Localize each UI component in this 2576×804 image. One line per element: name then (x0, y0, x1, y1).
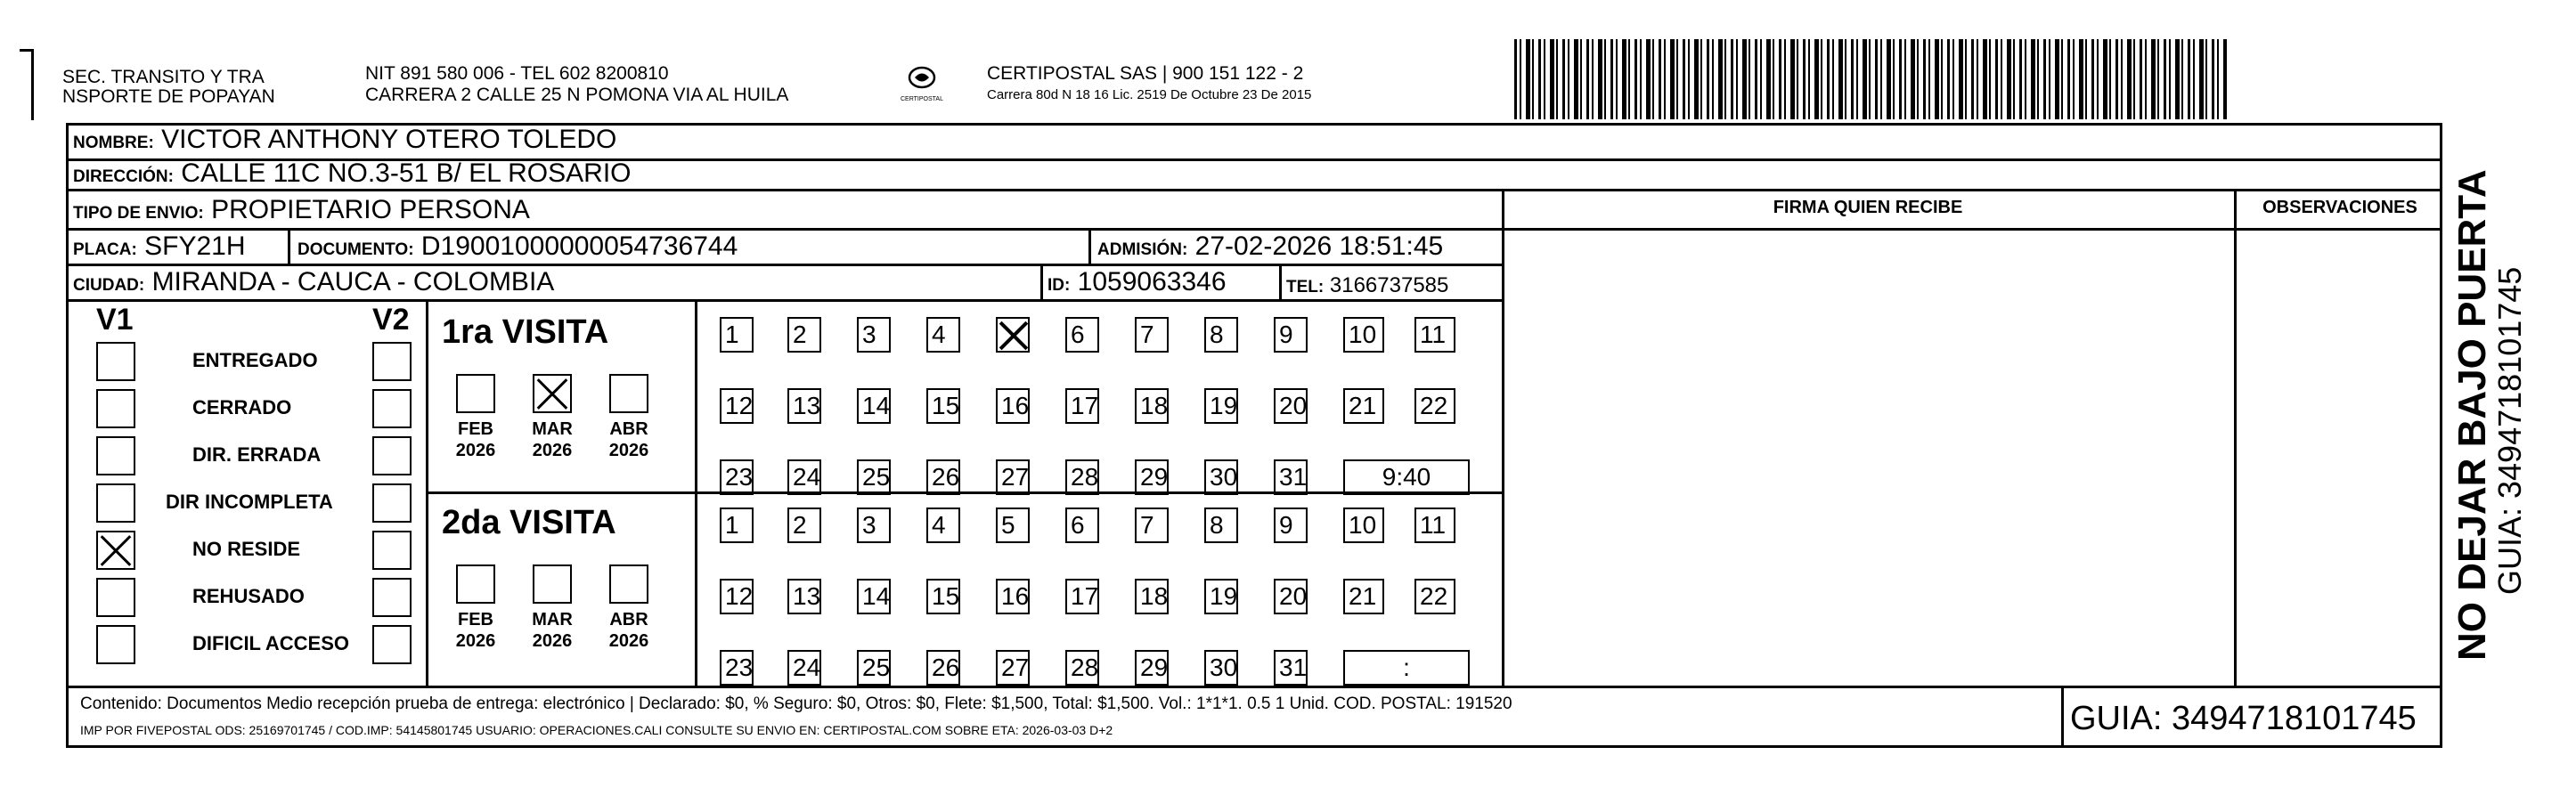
tipo-value: PROPIETARIO PERSONA (211, 195, 530, 224)
v2-checkbox[interactable] (372, 342, 412, 381)
barcode (1514, 39, 2227, 119)
day-box-3[interactable]: 3 (857, 317, 891, 353)
day-box-17[interactable]: 17 (1065, 388, 1099, 424)
time-field[interactable]: : (1343, 650, 1470, 686)
v2-checkbox[interactable] (372, 389, 412, 428)
day-box-8[interactable]: 8 (1204, 508, 1238, 543)
v1-checkbox[interactable] (96, 625, 135, 664)
month-checkbox[interactable] (533, 374, 572, 413)
v1-checkbox[interactable] (96, 342, 135, 381)
direccion-row (73, 158, 632, 192)
sender-line-2: NSPORTE DE POPAYAN (62, 86, 275, 107)
nombre-value: VICTOR ANTHONY OTERO TOLEDO (161, 125, 617, 154)
day-box-22[interactable]: 22 (1414, 388, 1455, 424)
tel-value: 3166737585 (1329, 273, 1449, 297)
day-box-7[interactable]: 7 (1135, 317, 1169, 353)
day-box-14[interactable]: 14 (857, 388, 891, 424)
day-box-27[interactable]: 27 (996, 650, 1030, 686)
v1-checkbox[interactable] (96, 483, 135, 523)
v2-checkbox[interactable] (372, 483, 412, 523)
firma-area[interactable] (1505, 231, 2232, 684)
day-box-30[interactable]: 30 (1204, 459, 1238, 495)
contenido-line: Contenido: Documentos Medio recepción prueba de entrega: electrónico | Declarado: $0, % Seguro: $0, Otros: $0, Flete: $1,500, Total: $1,500. Vol.: 1*1*1. 0.5 1 Unid. COD. POSTAL: 191520 (80, 694, 1512, 713)
ciudad-label: CIUDAD: (73, 276, 145, 295)
day-box-6[interactable]: 6 (1065, 508, 1099, 543)
month-year[interactable]: 2026 (532, 631, 573, 651)
day-box-9[interactable]: 9 (1274, 317, 1308, 353)
firma-label: FIRMA QUIEN RECIBE (1773, 198, 1963, 217)
v1-checkbox[interactable] (96, 389, 135, 428)
day-box-20[interactable]: 20 (1274, 579, 1308, 614)
day-box-5[interactable] (996, 317, 1030, 353)
visit2-title: 2da VISITA (442, 504, 616, 541)
day-box-23[interactable]: 23 (720, 650, 754, 686)
day-box-15[interactable]: 15 (926, 579, 960, 614)
day-box-1[interactable]: 1 (720, 317, 754, 353)
v1-checkbox[interactable] (96, 436, 135, 475)
day-box-2[interactable]: 2 (787, 317, 821, 353)
day-box-12[interactable]: 12 (720, 579, 754, 614)
nit-line: NIT 891 580 006 - TEL 602 8200810 (365, 63, 669, 84)
month-year[interactable]: 2026 (455, 441, 496, 460)
v2-checkbox[interactable] (372, 531, 412, 570)
tel-field (1286, 271, 1448, 303)
day-box-15[interactable]: 15 (926, 388, 960, 424)
placa-field (73, 231, 246, 265)
month-label[interactable]: ABR (609, 419, 648, 439)
visit1-title: 1ra VISITA (442, 313, 609, 351)
month-checkbox[interactable] (609, 564, 648, 604)
day-box-8[interactable]: 8 (1204, 317, 1238, 353)
imp-line: IMP POR FIVEPOSTAL ODS: 25169701745 / COD.IMP: 54145801745 USUARIO: OPERACIONES.CALI CONSULTE SU ENVIO EN: CERTIPOSTAL.COM SOBRE ETA: 2026-03-03 D+2 (80, 723, 1113, 737)
margin-bracket (20, 49, 34, 120)
admision-value: 27-02-2026 18:51:45 (1194, 231, 1444, 261)
day-box-4[interactable]: 4 (926, 317, 960, 353)
documento-label: DOCUMENTO: (298, 240, 414, 259)
v2-label: V2 (372, 303, 410, 337)
month-year[interactable]: 2026 (455, 631, 496, 651)
nombre-row (73, 125, 616, 158)
day-box-26[interactable]: 26 (926, 459, 960, 495)
day-box-17[interactable]: 17 (1065, 579, 1099, 614)
day-box-26[interactable]: 26 (926, 650, 960, 686)
observaciones-area[interactable] (2238, 231, 2441, 684)
admision-field (1097, 231, 1443, 265)
day-box-2[interactable]: 2 (787, 508, 821, 543)
direccion-label: DIRECCIÓN: (73, 167, 174, 186)
status-label[interactable]: DIR INCOMPLETA (166, 491, 333, 513)
status-label[interactable]: REHUSADO (192, 585, 305, 607)
day-box-19[interactable]: 19 (1204, 388, 1238, 424)
month-year[interactable]: 2026 (608, 441, 649, 460)
company-line: CERTIPOSTAL SAS | 900 151 122 - 2 (987, 63, 1304, 84)
status-label[interactable]: ENTREGADO (192, 349, 318, 371)
month-checkbox[interactable] (533, 564, 572, 604)
day-box-1[interactable]: 1 (720, 508, 754, 543)
company-address: Carrera 80d N 18 16 Lic. 2519 De Octubre 23 De 2015 (987, 87, 1312, 102)
placa-label: PLACA: (73, 240, 137, 259)
v2-checkbox[interactable] (372, 578, 412, 617)
direccion-value: CALLE 11C NO.3-51 B/ EL ROSARIO (181, 158, 632, 188)
v1-checkbox[interactable] (96, 578, 135, 617)
day-box-5[interactable]: 5 (996, 508, 1030, 543)
address-line: CARRERA 2 CALLE 25 N POMONA VIA AL HUILA (365, 85, 789, 105)
day-box-21[interactable]: 21 (1343, 388, 1384, 424)
day-box-25[interactable]: 25 (857, 459, 891, 495)
month-label[interactable]: ABR (609, 610, 648, 629)
day-box-24[interactable]: 24 (787, 650, 821, 686)
month-checkbox[interactable] (609, 374, 648, 413)
day-box-20[interactable]: 20 (1274, 388, 1308, 424)
status-label[interactable]: DIR. ERRADA (192, 443, 322, 466)
month-year[interactable]: 2026 (608, 631, 649, 651)
month-checkbox[interactable] (456, 374, 495, 413)
month-label[interactable]: FEB (458, 610, 493, 629)
v1-checkbox[interactable] (96, 531, 135, 570)
day-box-24[interactable]: 24 (787, 459, 821, 495)
day-box-11[interactable]: 11 (1414, 317, 1455, 353)
day-box-9[interactable]: 9 (1274, 508, 1308, 543)
day-box-14[interactable]: 14 (857, 579, 891, 614)
day-box-28[interactable]: 28 (1065, 459, 1099, 495)
documento-field (298, 231, 738, 265)
day-box-21[interactable]: 21 (1343, 579, 1384, 614)
status-label[interactable]: DIFICIL ACCESO (192, 632, 350, 654)
day-box-13[interactable]: 13 (787, 579, 821, 614)
observaciones-label: OBSERVACIONES (2262, 198, 2417, 217)
ciudad-field (73, 267, 554, 301)
v1-label: V1 (96, 303, 134, 337)
logo-text: CERTIPOSTAL (901, 96, 943, 102)
tipo-label: TIPO DE ENVIO: (73, 204, 204, 223)
day-box-25[interactable]: 25 (857, 650, 891, 686)
day-box-11[interactable]: 11 (1414, 508, 1455, 543)
day-box-13[interactable]: 13 (787, 388, 821, 424)
month-checkbox[interactable] (456, 564, 495, 604)
certipostal-logo-icon (882, 64, 962, 107)
day-box-22[interactable]: 22 (1414, 579, 1455, 614)
day-box-7[interactable]: 7 (1135, 508, 1169, 543)
day-box-4[interactable]: 4 (926, 508, 960, 543)
ciudad-value: MIRANDA - CAUCA - COLOMBIA (151, 267, 555, 296)
month-label[interactable]: MAR (532, 610, 573, 629)
status-label[interactable]: NO RESIDE (192, 538, 301, 560)
month-year[interactable]: 2026 (532, 441, 573, 460)
day-box-3[interactable]: 3 (857, 508, 891, 543)
id-value: 1059063346 (1077, 267, 1227, 296)
day-box-31[interactable]: 31 (1274, 650, 1308, 686)
day-box-28[interactable]: 28 (1065, 650, 1099, 686)
day-box-6[interactable]: 6 (1065, 317, 1099, 353)
day-box-23[interactable]: 23 (720, 459, 754, 495)
day-box-10[interactable]: 10 (1343, 317, 1384, 353)
side-guia: GUIA: 3494718101745 (2491, 266, 2528, 595)
id-label: ID: (1048, 276, 1071, 295)
tipo-row (73, 195, 530, 229)
documento-value: D19001000000054736744 (420, 231, 738, 261)
day-box-29[interactable]: 29 (1135, 459, 1169, 495)
nombre-label: NOMBRE: (73, 134, 154, 152)
day-box-27[interactable]: 27 (996, 459, 1030, 495)
day-box-31[interactable]: 31 (1274, 459, 1308, 495)
day-box-10[interactable]: 10 (1343, 508, 1384, 543)
day-box-30[interactable]: 30 (1204, 650, 1238, 686)
footer-guia: GUIA: 3494718101745 (2070, 700, 2417, 737)
day-box-18[interactable]: 18 (1135, 579, 1169, 614)
v2-checkbox[interactable] (372, 625, 412, 664)
v2-checkbox[interactable] (372, 436, 412, 475)
sender-line-1: SEC. TRANSITO Y TRA (62, 67, 265, 87)
side-warning-title: NO DEJAR BAJO PUERTA (2450, 169, 2494, 661)
time-field[interactable]: 9:40 (1343, 459, 1470, 495)
tel-label: TEL: (1286, 278, 1325, 296)
month-label[interactable]: FEB (458, 419, 493, 439)
admision-label: ADMISIÓN: (1097, 240, 1188, 259)
day-box-16[interactable]: 16 (996, 579, 1030, 614)
day-box-18[interactable]: 18 (1135, 388, 1169, 424)
day-box-12[interactable]: 12 (720, 388, 754, 424)
id-field (1048, 267, 1227, 301)
day-box-19[interactable]: 19 (1204, 579, 1238, 614)
status-label[interactable]: CERRADO (192, 396, 292, 418)
placa-value: SFY21H (144, 231, 246, 261)
day-box-29[interactable]: 29 (1135, 650, 1169, 686)
month-label[interactable]: MAR (532, 419, 573, 439)
day-box-16[interactable]: 16 (996, 388, 1030, 424)
